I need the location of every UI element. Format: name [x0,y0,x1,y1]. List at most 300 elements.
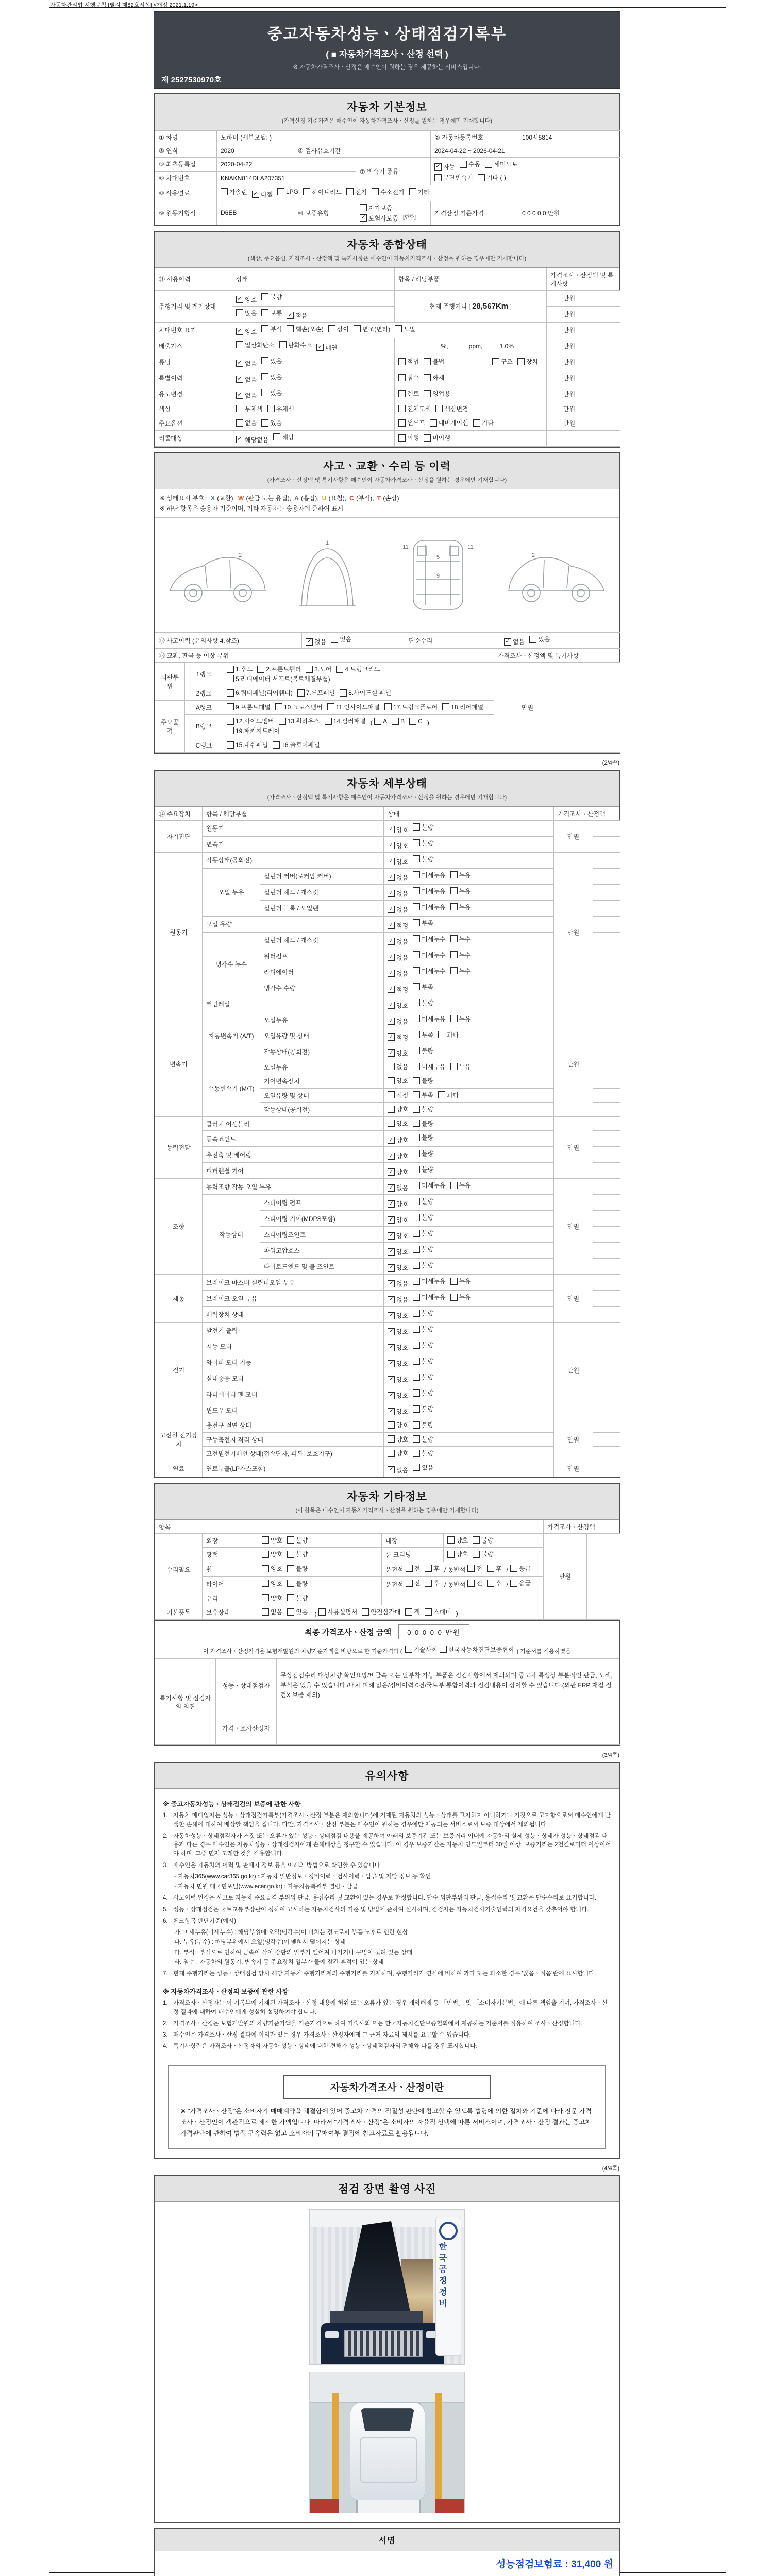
checkbox-option[interactable]: 불량 [413,855,433,863]
checkbox-option[interactable]: ✓ 없음 [388,1279,408,1288]
checkbox-option[interactable]: ✓ 양호 [388,1407,408,1416]
checkbox-icon [413,1166,420,1173]
price-cell: 만원 [554,1418,593,1461]
checkbox-option[interactable]: 영업용 [424,389,450,398]
section-title: 자동차 종합상태 [347,239,427,251]
checkbox-icon [287,1551,294,1558]
checkbox-option[interactable]: 스패너 [425,1607,451,1616]
table-row: 변속기 ✓ 양호 불량 [155,836,620,852]
checkbox-option[interactable]: 수동 [460,160,480,168]
checkbox-option[interactable]: C [409,718,423,725]
checkbox-option[interactable]: 기타 [409,188,430,196]
checkbox-option[interactable]: 가솔린 [221,188,247,196]
checkbox-option[interactable]: 양호 [447,1550,468,1558]
price-cell: 만원 [554,1179,593,1275]
checkbox-option[interactable]: 양호 [388,1435,408,1444]
checkbox-option[interactable]: 양호 [388,1119,408,1128]
checkbox-option[interactable]: 누유 [450,1181,471,1190]
table-row: 특별이력 ✓ 없음 있음 침수 화재 만원 [155,370,620,386]
checkbox-option[interactable]: 양호 [388,1076,408,1085]
checkbox-option[interactable]: 후 [487,1579,502,1587]
notice-subitem: 나. 누유(누수) : 해당부위에서 오일(냉각수)이 맺혀서 떨어지는 상태 [174,1939,346,1946]
checkbox-icon [360,204,367,211]
notes-cell [593,1211,620,1227]
checkbox-option[interactable]: 적정 [388,1091,408,1099]
checkbox-option[interactable]: ✓ 없음 [388,953,408,962]
checkbox-option[interactable]: 불량 [413,1404,433,1413]
checkbox-option[interactable]: 19.패키지트레이 [227,726,280,735]
checkbox-icon [413,1182,420,1189]
checkbox-icon [227,718,234,725]
checkbox-option[interactable]: ✓ 양호 [388,1167,408,1176]
checkbox-option[interactable]: 미세누유 [413,1014,445,1023]
inspector-opinion-text [277,1711,620,1745]
checkbox-option[interactable]: ✓ 양호 [388,1231,408,1240]
checkbox-option[interactable]: 안전삼각대 [362,1607,400,1616]
checkbox-option[interactable]: 후 [425,1564,440,1573]
table-row: 오일유량 및 상태 ✓ 적정 부족 과다 [155,1028,620,1044]
checkbox-icon [398,405,406,412]
checkbox-option[interactable]: ✓ 없음 [388,889,408,898]
checkbox-option[interactable]: 전기 [346,188,367,196]
checkbox-option[interactable]: A [374,718,387,725]
checkbox-icon [388,1120,395,1127]
checkbox-option[interactable]: 유채색 [267,404,294,413]
checkbox-icon [227,675,234,682]
checkbox-option[interactable]: 있음 [529,635,550,643]
checkbox-option[interactable]: 적법 [398,357,419,366]
checkbox-icon [287,1608,294,1616]
checkbox-option[interactable]: ✓ 자동 [434,162,455,171]
checkbox-option[interactable]: 과다 [438,1091,459,1099]
checkbox-option[interactable]: ✓ 매연 [316,343,337,352]
checkbox-option[interactable]: 1.후드 [227,665,253,673]
checkbox-option[interactable]: ✓ 양호 [388,1375,408,1384]
document-number: 제 2527530970호 [161,76,222,84]
checkbox-option[interactable]: ✓ 없음 [388,1017,408,1026]
checkbox-option[interactable]: 불량 [287,1579,308,1588]
checkbox-option[interactable]: ✓ 양호 [236,295,257,304]
checkbox-option[interactable]: 3.도어 [306,665,331,673]
checkbox-option[interactable]: 없음 [388,1062,408,1071]
car-damage-diagrams [155,518,619,632]
checkbox-icon [413,871,420,878]
checkbox-option[interactable]: 불량 [413,1245,433,1253]
checkbox-option[interactable]: ✓ 양호 [388,1263,408,1272]
checkbox-icon [325,718,332,725]
checkbox-option[interactable]: 불량 [473,1536,493,1545]
checkbox-option[interactable]: 미세누유 [413,1293,445,1301]
checkbox-option[interactable]: 불량 [287,1564,308,1573]
checkbox-option[interactable]: ✓ 양호 [388,857,408,866]
checkbox-option[interactable]: 불량 [287,1536,308,1545]
notes-cell [593,1370,620,1386]
checkbox-option[interactable]: 미세누유 [413,871,445,879]
checkbox-option[interactable]: 기술사회 [405,1645,438,1654]
checkbox-option[interactable]: 일산화탄소 [236,341,275,349]
checkbox-option[interactable]: 미세누수 [413,951,445,959]
checkbox-option[interactable]: 부족 [413,919,433,927]
checkbox-icon [279,718,286,725]
section-title: 점검 장면 촬영 사진 [338,2183,436,2196]
checkbox-option[interactable]: ✓ 양호 [388,1391,408,1400]
section-signature [154,2528,620,2576]
checkbox-option[interactable]: 색상변경 [435,404,468,413]
table-row: 오일유량 및 상태 적정 부족 과다 [155,1088,620,1103]
checkbox-option[interactable]: 11.인사이드패널 [327,703,380,711]
checkbox-option[interactable]: ✓ 양호 [388,1199,408,1208]
checkbox-option[interactable]: 도말 [395,325,415,333]
checkbox-option[interactable]: 있음 [331,635,351,643]
checkbox-icon [450,1182,458,1189]
checkbox-option[interactable]: 2.프론트휀더 [257,665,301,673]
checkbox-option[interactable]: 불량 [413,1388,433,1397]
checkbox-option[interactable]: 미세누유 [413,1062,445,1071]
checkbox-option[interactable]: 16.플로어패널 [273,740,320,749]
checkbox-option[interactable]: ✓ 없음 [236,391,257,400]
checkbox-option[interactable]: 잭 [405,1607,420,1616]
checkbox-option[interactable]: 변조(변타) [354,325,390,333]
checkbox-option[interactable]: 양호 [262,1579,282,1588]
checkbox-option[interactable]: 기타 [473,418,494,427]
checkbox-icon: ✓ [388,922,395,929]
checkbox-option[interactable]: 17.트렁크플로어 [384,703,438,711]
checkbox-option[interactable]: 미세누유 [413,903,445,911]
checkbox-option[interactable]: 불량 [261,293,282,301]
checkbox-option[interactable]: 수소전기 [372,188,404,196]
checkbox-option[interactable]: 불량 [413,1449,433,1458]
notice-subitem: 다. 부식 : 부식으로 인하여 금속이 삭아 강판의 일부가 떨어져 나가거나 구멍이 뚫려 있는 상태 [174,1949,413,1956]
checkbox-option[interactable]: ✓ 없음 [388,873,408,882]
checkbox-option[interactable]: 불량 [413,1372,433,1381]
checkbox-option[interactable]: ✓ 없음 [306,637,326,646]
table-row: 커먼레일 ✓ 양호 불량 [155,996,620,1012]
checkbox-option[interactable]: 불량 [413,1229,433,1238]
section-subtitle: (가격조사ㆍ산정액 및 특기사항은 매수인이 자동차가격조사ㆍ산정을 원하는 경우에만 기재합니다) [267,794,507,801]
checkbox-option[interactable]: 한국자동차진단보증협회 [440,1645,514,1654]
checkbox-option[interactable]: 누유 [450,887,471,895]
checkbox-option[interactable]: 누수 [450,967,471,975]
part-number-label: 2 [238,552,242,558]
table-row: 실내송풍 모터 ✓ 양호 불량 [155,1370,620,1386]
checkbox-option[interactable]: 기타 ( ) [478,173,506,182]
checkbox-option[interactable]: 부족 [413,1030,433,1039]
checkbox-icon [413,1106,420,1113]
header-note: ※ 자동차가격조사ㆍ산정은 매수인이 원하는 경우 제공하는 서비스입니다. [293,64,481,71]
checkbox-option[interactable]: 불량 [413,998,433,1007]
checkbox-option[interactable]: 불량 [413,1435,433,1444]
inspection-photo-engine-bay [309,2209,465,2365]
checkbox-option[interactable]: ✓ 적정 [388,921,408,930]
checkbox-icon [388,1450,395,1457]
checkbox-icon: ✓ [504,638,511,646]
checkbox-icon [287,1580,294,1587]
checkbox-option[interactable]: ✓ 양호 [388,1343,408,1352]
checkbox-option[interactable]: 렌트 [398,389,419,398]
checkbox-option[interactable]: 미이행 [424,433,450,442]
checkbox-option[interactable]: 불량 [413,1261,433,1269]
checkbox-option[interactable]: 있음 [261,388,282,397]
checkbox-icon [262,1594,269,1601]
checkbox-option[interactable]: 부식 [261,325,282,333]
checkbox-option[interactable]: 불량 [413,1165,433,1174]
checkbox-option[interactable]: ✓ 양호 [388,1001,408,1010]
checkbox-option[interactable]: 불법 [424,357,444,366]
checkbox-option[interactable]: 상이 [328,325,349,333]
checkbox-icon: ✓ [236,328,243,335]
checkbox-option[interactable]: 장치 [517,357,538,366]
notes-cell [593,820,620,836]
checkbox-option[interactable]: 불량 [413,1133,433,1142]
checkbox-option[interactable]: ✓ 양호 [388,1247,408,1256]
checkbox-icon [473,1551,480,1558]
checkbox-option[interactable]: ✓ 없음 [388,905,408,914]
checkbox-option[interactable]: 무채색 [236,404,263,413]
checkbox-option[interactable]: ✓ 없음 [388,1295,408,1304]
checkbox-option[interactable]: 불량 [473,1550,493,1558]
checkbox-option[interactable]: 하이브리드 [303,188,342,196]
checkbox-option[interactable]: ✓ 없음 [388,969,408,978]
checkbox-option[interactable]: 누유 [450,1062,471,1071]
checkbox-option[interactable]: 양호 [388,1449,408,1458]
checkbox-option[interactable]: 양호 [388,1420,408,1429]
checkbox-option[interactable]: 18.리어패널 [442,703,483,711]
checkbox-option[interactable]: 14.필러패널 [325,717,366,725]
checkbox-option[interactable]: 화재 [424,373,444,382]
checkbox-option[interactable]: 불량 [413,1341,433,1349]
checkbox-option[interactable]: 네비게이션 [430,418,468,427]
checkbox-option[interactable]: ✓ 양호 [388,841,408,850]
checkbox-option[interactable]: 불량 [413,1119,433,1128]
state-symbol: T [377,494,381,502]
checkbox-option[interactable]: ✓ 적정 [388,1033,408,1042]
checkbox-option[interactable]: 불량 [413,823,433,832]
checkbox-option[interactable]: ✓ 해당없음 [236,435,268,444]
checkbox-icon [362,1608,369,1616]
checkbox-option[interactable]: B [392,718,405,725]
checkbox-icon [261,357,268,364]
checkbox-option[interactable]: 미세누유 [413,1181,445,1190]
checkbox-option[interactable]: 전체도색 [398,404,431,413]
checkbox-option[interactable]: 응급 [510,1579,531,1587]
checkbox-option[interactable]: 응급 [510,1564,531,1573]
state-symbol: C [349,494,354,502]
checkbox-option[interactable]: ✓ 양호 [236,327,257,336]
checkbox-option[interactable]: 불량 [413,1420,433,1429]
checkbox-option[interactable]: ✓ 양호 [388,1151,408,1160]
checkbox-option[interactable]: 있음 [261,372,282,381]
checkbox-option[interactable]: ✓ 없음 [504,637,525,646]
checkbox-icon [413,1091,420,1098]
notice-item: 5. 성능ㆍ상태점검은 국토교통부장관이 정하여 고시하는 자동차검사의 기준 및 방법에 준하여 실시하며, 점검자는 자동차검사기술인력의 자격요건을 갖추어야 합니다. [163,1906,589,1913]
checkbox-option[interactable]: 훼손(오손) [287,325,323,333]
checkbox-option[interactable]: 4.트렁크리드 [336,665,380,673]
checkbox-option[interactable]: 양호 [262,1550,282,1558]
checkbox-icon [413,855,420,862]
checkbox-option[interactable]: 6.쿼터패널(리어휀더) [227,688,293,697]
checkbox-option[interactable]: 양호 [388,1105,408,1113]
checkbox-option[interactable]: 세미오토 [485,160,517,168]
checkbox-option[interactable]: 후 [425,1579,440,1587]
checkbox-icon: ✓ [252,191,259,198]
checkbox-option[interactable]: 누수 [450,951,471,959]
checkbox-icon [236,419,243,427]
section-title: 사고ㆍ교환ㆍ수리 등 이력 [323,460,451,472]
checkbox-option[interactable]: ✓ 디젤 [252,190,273,199]
notes-cell [593,1147,620,1163]
table-row: 기본품목 보유상태 없음 있음 ( 사용설명서 안전삼각대 잭 스패너 ) [155,1605,620,1620]
emission-values: %, ppm, 1.0% [395,338,547,354]
checkbox-option[interactable]: 미세누수 [413,967,445,975]
checkbox-option[interactable]: 불량 [413,1213,433,1222]
checkbox-option[interactable]: ✓ 보험사보증 [360,214,398,223]
checkbox-icon: ✓ [388,1296,395,1303]
checkbox-icon: ✓ [388,1153,395,1160]
notice-subitem: - 자동차365(www.car365.go.kr) : 자동차 일반정보ㆍ정비이력ㆍ검사이력ㆍ압류 및 저당 정보 등 확인 [174,1873,431,1880]
checkbox-option[interactable]: ✓ 양호 [388,1136,408,1144]
checkbox-option[interactable]: 없음 [262,1607,282,1616]
checkbox-option[interactable]: 불량 [413,1197,433,1206]
checkbox-option[interactable]: 불량 [413,1309,433,1317]
checkbox-option[interactable]: 있음 [261,357,282,365]
field-value: 0 0 0 0 0 만원 [518,201,620,225]
notes-cell [593,1447,620,1461]
checkbox-option[interactable]: 구조 [492,357,513,366]
table-row: 동력전달 클러치 어셈블리 양호 불량 만원 [155,1116,620,1131]
checkbox-icon [398,358,406,365]
checkbox-icon [287,1594,294,1601]
checkbox-option[interactable]: 해당 [273,433,294,442]
checkbox-option[interactable]: 무단변속기 [434,173,473,182]
checkbox-option[interactable]: 썬루프 [398,418,425,427]
checkbox-option[interactable]: 부족 [413,982,433,991]
checkbox-option[interactable]: ✓ 적음 [287,311,307,320]
checkbox-option[interactable]: 미세누수 [413,935,445,943]
checkbox-option[interactable]: 과다 [438,1030,459,1039]
checkbox-option[interactable]: 전 [406,1564,421,1573]
checkbox-icon [261,293,268,300]
checkbox-option[interactable]: 양호 [447,1536,468,1545]
price-assessment-info-title: 자동차가격조사ㆍ산정이란 [283,2075,491,2099]
checkbox-option[interactable]: 없음 [236,418,257,427]
notes-cell [593,1028,620,1044]
checkbox-icon [227,689,234,697]
checkbox-option[interactable]: ✓ 양호 [388,1311,408,1320]
checkbox-option[interactable]: 13.휠하우스 [279,717,320,725]
checkbox-icon [413,823,420,831]
checkbox-option[interactable]: LPG [277,188,298,195]
checkbox-option[interactable]: ✓ 없음 [236,375,257,384]
checkbox-option[interactable]: 15.대쉬패널 [227,740,268,749]
checkbox-option[interactable]: 많음 [236,309,257,317]
checkbox-option[interactable]: 이행 [398,433,419,442]
checkbox-option[interactable]: 누수 [450,935,471,943]
checkbox-option[interactable]: 불량 [413,1325,433,1333]
checkbox-option[interactable]: ✓ 없음 [388,1466,408,1475]
checkbox-option[interactable]: 미세누유 [413,1277,445,1285]
checkbox-option[interactable]: 미세누유 [413,887,445,895]
checkbox-option[interactable]: 탄화수소 [279,341,312,349]
checkbox-option[interactable]: 불량 [413,1149,433,1158]
checkbox-option[interactable]: 침수 [398,373,419,382]
table-row: 워터펌프 ✓ 없음 미세누수 누수 [155,948,620,964]
checkbox-icon [413,839,420,846]
checkbox-icon [236,341,243,348]
checkbox-icon [413,919,420,926]
photo-car-top-view [350,2402,425,2500]
checkbox-option[interactable]: 누유 [450,903,471,911]
checkbox-option[interactable]: 사용설명서 [318,1607,357,1616]
notes-cell [593,916,620,932]
checkbox-option[interactable]: 5.라디에이터 서포트(볼트체결부품) [227,674,330,683]
checkbox-option[interactable]: ✓ 양호 [388,1049,408,1058]
checkbox-option[interactable]: 누유 [450,1293,471,1301]
form-reference: 자동차관리법 시행규칙 [별지 제82호서식] <개정 2021.1.19> [50,2,198,8]
checkbox-option[interactable]: 보통 [261,309,282,317]
checkbox-option[interactable]: 8.사이드실 패널 [340,688,391,697]
checkbox-option[interactable]: 불량 [287,1594,308,1602]
checkbox-option[interactable]: 부족 [413,1091,433,1099]
checkbox-option[interactable]: 불량 [287,1550,308,1558]
notes-cell [593,980,620,996]
table-row: 오일 누유 실린더 커버(로커암 커버) ✓ 없음 미세누유 누유 [155,868,620,884]
checkbox-option[interactable]: 양호 [262,1564,282,1573]
checkbox-option[interactable]: 자가보증 [360,204,392,212]
part-number-label: 11 [467,544,474,550]
checkbox-icon: ✓ [388,1002,395,1009]
checkbox-option[interactable]: 10.크로스멤버 [275,703,323,711]
checkbox-option[interactable]: 전 [406,1579,421,1587]
checkbox-option[interactable]: 누유 [450,1014,471,1023]
checkbox-option[interactable]: 있음 [261,418,282,427]
checkbox-option[interactable]: 불량 [413,1357,433,1365]
checkbox-option[interactable]: 불량 [413,1105,433,1113]
checkbox-option[interactable]: ✓ 양호 [388,825,408,834]
checkbox-option[interactable]: ✓ 없음 [388,937,408,946]
checkbox-option[interactable]: 누유 [450,1277,471,1285]
checkbox-icon [467,1580,475,1587]
checkbox-option[interactable]: ✓ 적정 [388,985,408,994]
checkbox-option[interactable]: 불량 [413,1076,433,1085]
notes-cell [593,1243,620,1259]
checkbox-option[interactable]: 전 [467,1564,482,1573]
checkbox-option[interactable]: 불량 [413,1046,433,1055]
checkbox-option[interactable]: 9.프론트패널 [227,703,271,711]
checkbox-option[interactable]: 누유 [450,871,471,879]
checkbox-option[interactable]: 불량 [413,839,433,848]
checkbox-option[interactable]: 있음 [413,1463,433,1472]
checkbox-option[interactable]: 전 [467,1579,482,1587]
checkbox-option[interactable]: ✓ 양호 [388,1359,408,1368]
checkbox-option[interactable]: ✓ 없음 [388,1183,408,1192]
checkbox-option[interactable]: 후 [487,1564,502,1573]
checkbox-option[interactable]: 7.루프패널 [297,688,335,697]
checkbox-icon: ✓ [388,906,395,913]
car-side-right-diagram [505,536,610,614]
checkbox-option[interactable]: 양호 [262,1536,282,1545]
notes-cell [593,1354,620,1370]
notes-cell [593,1386,620,1402]
checkbox-option[interactable]: ✓ 양호 [388,1327,408,1336]
checkbox-option[interactable]: ✓ 양호 [388,1215,408,1224]
checkbox-option[interactable]: 양호 [262,1594,282,1602]
table-row: 타이로드엔드 및 볼 조인트 ✓ 양호 불량 [155,1259,620,1275]
checkbox-option[interactable]: 있음 [287,1607,308,1616]
table-row: 자기진단 원동기 ✓ 양호 불량 만원 [155,820,620,836]
checkbox-option[interactable]: ✓ 없음 [236,359,257,368]
table-row: 작동상태 스티어링 펌프 ✓ 양호 불량 [155,1195,620,1211]
checkbox-option[interactable]: 12.사이드멤버 [227,717,274,725]
